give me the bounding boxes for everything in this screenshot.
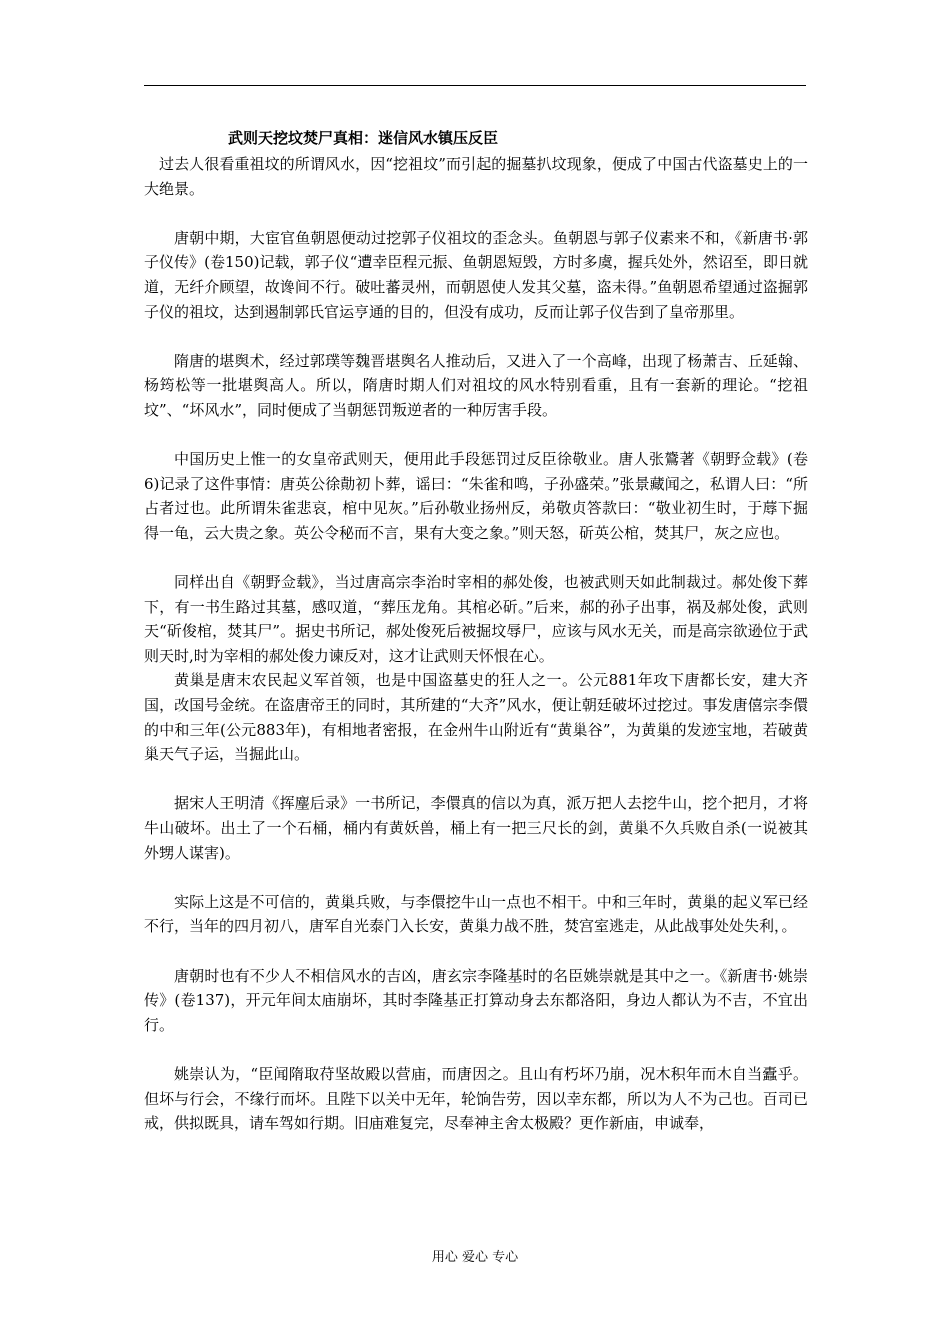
header-rule xyxy=(144,85,806,86)
page-footer: 用心 爱心 专心 xyxy=(431,1250,519,1265)
paragraph-10: 姚崇认为，“臣闻隋取苻坚故殿以营庙，而唐因之。且山有朽坏乃崩，况木积年而木自当蠹乎。但坏与行会，不缘行而坏。且陛下以关中无年，轮饷告劳，因以幸东都，所以为人不为己也。百司已戒，供拟既具，请车驾如行期。旧庙难复完，尽奉神主舍太极殿？更作新庙，申诚奉， xyxy=(144,1064,808,1133)
paragraph-7: 据宋人王明清《挥麈后录》一书所记，李儇真的信以为真，派万把人去挖牛山，挖个把月，才将牛山破坏。出土了一个石桶，桶内有黄妖兽，桶上有一把三尺长的剑，黄巢不久兵败自杀(一说被其外甥人谋害)。 xyxy=(144,794,808,862)
paragraph-6: 黄巢是唐末农民起义军首领，也是中国盗墓史的狂人之一。公元881年攻下唐都长安，建大齐国，改国号金统。在盗唐帝王的同时，其所建的“大齐”风水，便让朝廷破坏过挖过。事发唐僖宗李儇的中和三年(公元883年)，有相地者密报，在金州牛山附近有“黄巢谷”，为黄巢的发迹宝地，若破黄巢天气子运，当掘此山。 xyxy=(144,671,808,764)
paragraph-2: 唐朝中期，大宦官鱼朝恩便动过挖郭子仪祖坟的歪念头。鱼朝恩与郭子仪素来不和，《新唐书·郭子仪传》(卷150)记载，郭子仪“遭幸臣程元振、鱼朝恩短毁，方时多虞，握兵处外，然诏至，即日就道，无纤介顾望，故谗间不行。破吐蕃灵州，而朝恩使人发其父墓，盗未得。”鱼朝恩希望通过盗掘郭子仪的祖坟，达到遏制郭氏官运亨通的目的，但没有成功，反而让郭子仪告到了皇帝那里。 xyxy=(144,228,808,321)
paragraph-8: 实际上这是不可信的，黄巢兵败，与李儇挖牛山一点也不相干。中和三年时，黄巢的起义军已经不行，当年的四月初八，唐军自光泰门入长安，黄巢力战不胜，焚宫室逃走，从此战事处处失利，。 xyxy=(144,892,808,936)
paragraph-1: 过去人很看重祖坟的所谓风水，因“挖祖坟”而引起的掘墓扒坟现象，便成了中国古代盗墓史上的一大绝景。 xyxy=(144,155,808,198)
article-title: 武则天挖坟焚尸真相：迷信风水镇压反臣 xyxy=(228,129,499,147)
paragraph-4: 中国历史上惟一的女皇帝武则天，便用此手段惩罚过反臣徐敬业。唐人张鷟著《朝野佥载》(卷6)记录了这件事情：唐英公徐勣初卜葬，谣曰：“朱雀和鸣，子孙盛荣。”张景藏闻之，私谓人曰：“所占者过也。此所谓朱雀悲哀，棺中见灰。”后孙敬业扬州反，弟敬贞答款曰：“敬业初生时，于蓐下掘得一龟，云大贵之象。英公令秘而不言，果有大变之象。”则天怒，斫英公棺，焚其尸，灰之应也。 xyxy=(144,450,808,542)
paragraph-9: 唐朝时也有不少人不相信风水的吉凶，唐玄宗李隆基时的名臣姚崇就是其中之一。《新唐书·姚崇传》(卷137)，开元年间太庙崩坏，其时李隆基正打算动身去东都洛阳，身边人都认为不吉，不宜出行。 xyxy=(144,966,808,1034)
document-body xyxy=(144,126,808,1136)
paragraph-5: 同样出自《朝野佥载》，当过唐高宗李治时宰相的郝处俊，也被武则天如此制裁过。郝处俊下葬下，有一书生路过其墓，感叹道，“葬压龙角。其棺必斫。”后来，郝的孙子出事，祸及郝处俊，武则天“斫俊棺，焚其尸”。据史书所记，郝处俊死后被掘坟辱尸，应该与风水无关，而是高宗欲逊位于武则天时,时为宰相的郝处俊力谏反对，这才让武则天怀恨在心。 xyxy=(144,573,808,665)
paragraph-3: 隋唐的堪舆术，经过郭璞等魏晋堪舆名人推动后，又进入了一个高峰，出现了杨萧吉、丘延翰、杨筠松等一批堪舆高人。所以，隋唐时期人们对祖坟的风水特别看重，且有一套新的理论。“挖祖坟”、“坏风水”，同时便成了当朝惩罚叛逆者的一种厉害手段。 xyxy=(144,351,808,419)
